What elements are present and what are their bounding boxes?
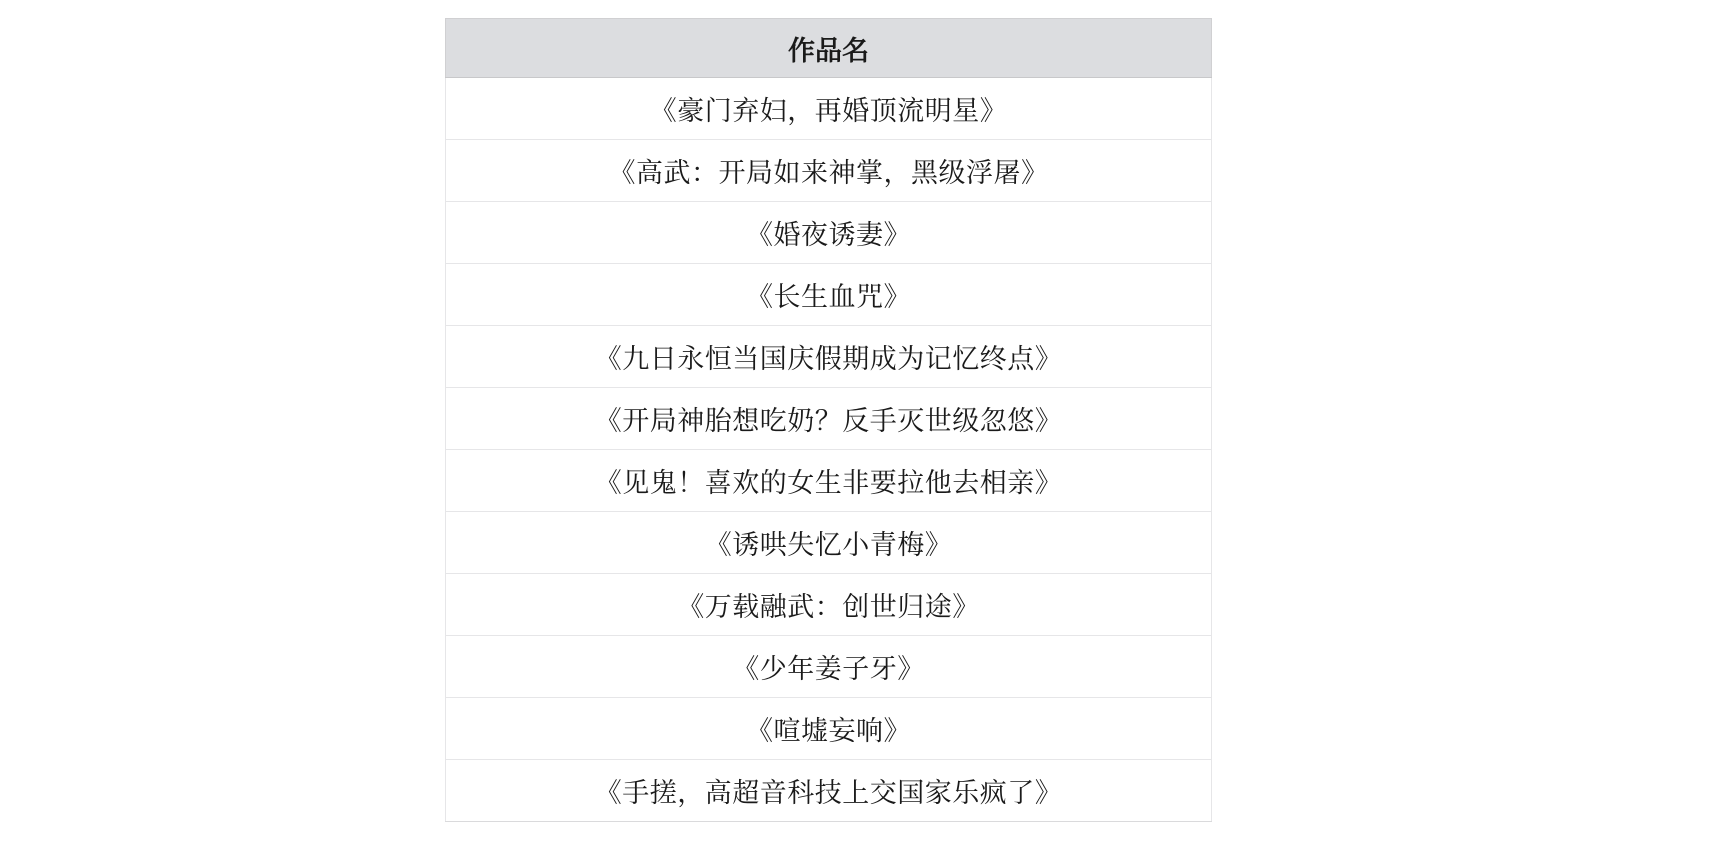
table-row (446, 388, 1212, 450)
table-row (446, 78, 1212, 140)
work-name-cell: 《长生血咒》 (446, 264, 1212, 326)
table-row (446, 264, 1212, 326)
work-name-cell: 《见鬼！喜欢的女生非要拉他去相亲》 (446, 450, 1212, 512)
table-row (446, 698, 1212, 760)
table-row (446, 140, 1212, 202)
table-header (446, 19, 1212, 78)
table-row (446, 450, 1212, 512)
work-name-cell: 《婚夜诱妻》 (446, 202, 1212, 264)
work-name-cell: 《开局神胎想吃奶？反手灭世级忽悠》 (446, 388, 1212, 450)
table-row (446, 202, 1212, 264)
work-name-cell: 《九日永恒当国庆假期成为记忆终点》 (446, 326, 1212, 388)
works-table (445, 18, 1212, 822)
work-name-cell: 《喧墟妄响》 (446, 698, 1212, 760)
column-header-work-name: 作品名 (446, 19, 1212, 78)
table-row (446, 636, 1212, 698)
work-name-cell: 《豪门弃妇，再婚顶流明星》 (446, 78, 1212, 140)
works-table-container (445, 18, 1212, 822)
work-name-cell: 《手搓，高超音科技上交国家乐疯了》 (446, 760, 1212, 822)
work-name-cell: 《万载融武：创世归途》 (446, 574, 1212, 636)
table-row (446, 326, 1212, 388)
work-name-cell: 《高武：开局如来神掌，黑级浮屠》 (446, 140, 1212, 202)
table-row (446, 574, 1212, 636)
work-name-cell: 《少年姜子牙》 (446, 636, 1212, 698)
header-row (446, 19, 1212, 78)
table-row (446, 760, 1212, 822)
work-name-cell: 《诱哄失忆小青梅》 (446, 512, 1212, 574)
table-body (446, 78, 1212, 822)
table-row (446, 512, 1212, 574)
